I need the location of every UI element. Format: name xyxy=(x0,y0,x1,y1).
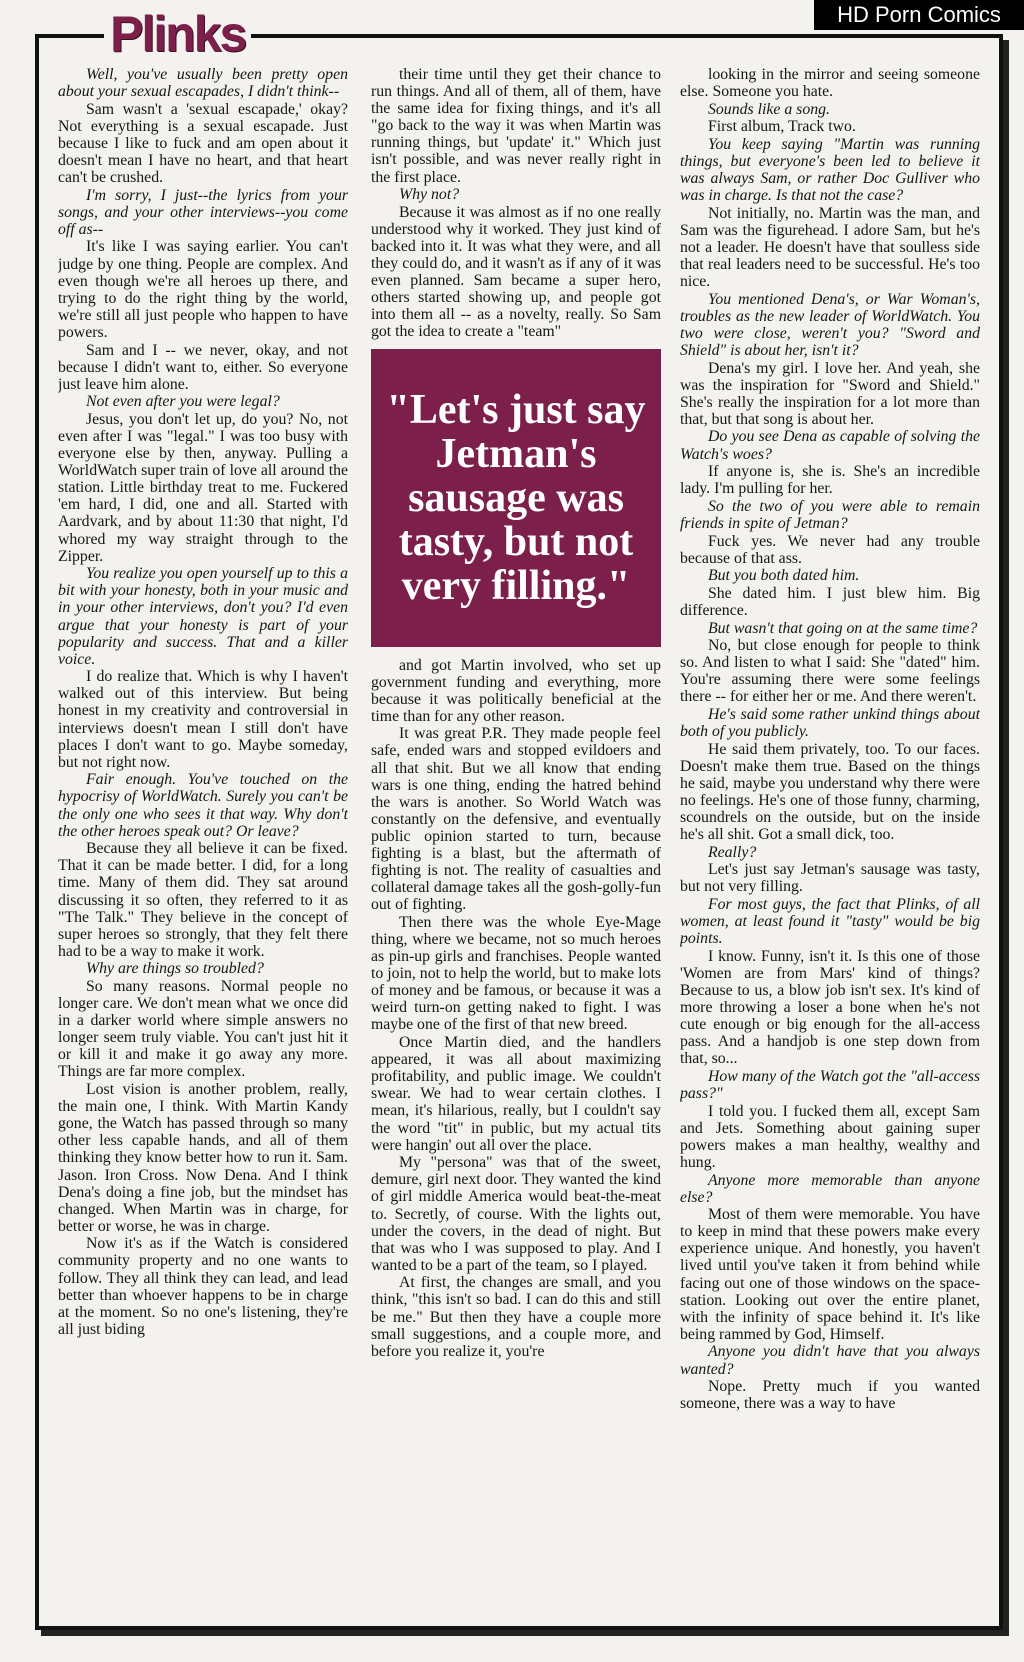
interview-question: You mentioned Dena's, or War Woman's, troubles as the new leader of WorldWatch. You two were close, weren't you? "Sword and Shield" is about her, isn't it? xyxy=(680,290,980,359)
interview-answer: Not initially, no. Martin was the man, and Sam was the figurehead. I adore Sam, but he's not a leader. He doesn't have that soulless side that real leaders need to be successful. He's too nice. xyxy=(680,204,980,291)
interview-answer: I do realize that. Which is why I haven't walked out of this interview. But being honest in my creativity and controversial in interviews doesn't mean I still don't have places I don't want to go. Maybe someday, but not right now. xyxy=(58,668,348,771)
interview-answer: Nope. Pretty much if you wanted someone, there was a way to have xyxy=(680,1378,980,1413)
interview-answer: Sam and I -- we never, okay, and not because I didn't want to, either. So everyone just leave him alone. xyxy=(58,341,348,393)
interview-question: Fair enough. You've touched on the hypocrisy of WorldWatch. Surely you can't be the only one who sees it that way. Why don't the other heroes speak out? Or leave? xyxy=(58,771,348,840)
interview-question: But you both dated him. xyxy=(708,567,860,585)
interview-answer: At first, the changes are small, and you think, "this isn't so bad. I can do this and still be me." But then they have a couple more small suggestions, and a couple more, and before you realize it, you're xyxy=(371,1274,661,1360)
interview-question: Do you see Dena as capable of solving the Watch's woes? xyxy=(680,428,980,463)
interview-question: He's said some rather unkind things about both of you publicly. xyxy=(680,705,980,741)
interview-answer: Because it was almost as if no one really understood why it worked. They just kind of backed into it. It was what they were, and all they could do, and it wasn't as if any of it was even planned. Sam became a super hero, others started showing up, and people got into them all -- as a novelty, really. So Sam got the idea to create a "team" xyxy=(371,203,661,341)
interview-answer: Once Martin died, and the handlers appeared, it was all about maximizing profitability, and public image. We couldn't swear. We had to wear certain clothes. I mean, it's hilarious, really, but I couldn't say the word "tit" in public, but my actual tits were hangin' out all over the place. xyxy=(371,1034,661,1154)
interview-answer: I know. Funny, isn't it. Is this one of those 'Women are from Mars' kind of things? Because to us, a blow job isn't sex. It's kind of more throwing a loser a bone when he's not cute enough or big enough for the all-access pass. And a handjob is one step down from that, so... xyxy=(680,947,980,1068)
interview-answer: No, but close enough for people to think so. And listen to what I said: She "dated" him. You're assuming there were some feelings there -- for either her or me. And there weren't. xyxy=(680,637,980,706)
interview-answer: If anyone is, she is. She's an incredible lady. I'm pulling for her. xyxy=(680,463,980,498)
interview-question: Why not? xyxy=(399,186,460,204)
watermark: HD Porn Comics xyxy=(814,0,1024,30)
interview-question: Sounds like a song. xyxy=(708,100,830,118)
interview-answer: My "persona" was that of the sweet, demure, girl next door. They wanted the kind of girl middle America would beat-the-meat to. Secretly, of course. With the lights out, under the covers, in the dead of night. But that was who I was supposed to play. And I wanted to be a part of the team, so I played. xyxy=(371,1154,661,1274)
article-column-1 xyxy=(58,66,348,1614)
interview-answer: Lost vision is another problem, really, the main one, I think. With Martin Kandy gone, the Watch has passed through so many other less capable hands, and all of them thinking they know better how to run it. Sam. Jason. Iron Cross. Now Dena. And I think Dena's doing a fine job, but the mindset has changed. When Martin was in charge, for better or worse, he was in charge. xyxy=(58,1081,348,1235)
interview-answer: Because they all believe it can be fixed. That it can be made better. I did, for a long time. Many of them did. They sat around discussing it so often, they referred to it as "The Talk." They believe in the concept of super heroes so strongly, that they felt there had to be a way to make it work. xyxy=(58,840,348,960)
column-2-top xyxy=(371,66,661,341)
interview-question: Anyone more memorable than anyone else? xyxy=(680,1171,980,1206)
interview-question: But wasn't that going on at the same time? xyxy=(708,619,978,637)
interview-question: How many of the Watch got the "all-access pass?" xyxy=(680,1067,980,1103)
interview-answer: Let's just say Jetman's sausage was tasty, but not very filling. xyxy=(680,861,980,896)
interview-question: For most guys, the fact that Plinks, of all women, at least found it "tasty" would be big points. xyxy=(680,896,980,948)
interview-question: You realize you open yourself up to this a bit with your honesty, both in your music and in your other interviews, don't you? I'd even argue that your honesty is part of your popularity and success. That and a killer voice. xyxy=(58,565,348,668)
interview-answer: Now it's as if the Watch is considered community property and no one wants to follow. They all think they can lead, and lead better than whoever happens to be in charge at the moment. So no one's listening, they're all just biding xyxy=(58,1235,348,1338)
column-2-bottom xyxy=(371,657,661,1360)
interview-question: Not even after you were legal? xyxy=(86,393,280,411)
interview-answer: He said them privately, too. To our faces. Doesn't make them true. Based on the things he said, maybe you understand why there were no feelings. He's one of those funny, charming, scoundrels on the outside, but on the inside he's all shit. Got a small dick, too. xyxy=(680,740,980,844)
interview-answer: and got Martin involved, who set up government funding and everything, more because it was politically beneficial at the time than for any other reason. xyxy=(371,656,661,725)
interview-answer: So many reasons. Normal people no longer care. We don't mean what we once did in a darker world where simple answers no longer seem truly viable. You can't just hit it or kill it and make it go away any more. Things are far more complex. xyxy=(58,977,348,1081)
interview-question: Well, you've usually been pretty open about your sexual escapades, I didn't think-- xyxy=(58,66,348,101)
interview-answer: First album, Track two. xyxy=(708,118,856,136)
interview-answer: their time until they get their chance to run things. And all of them, all of them, have the same idea for fixing things, and it's all "go back to the way it was when Martin was running things, but 'update' it." Which just isn't possible, and was never really right in the first place. xyxy=(371,66,661,186)
pull-quote: "Let's just say Jetman's sausage was tasty, but not very filling." xyxy=(371,349,661,647)
interview-answer: She dated him. I just blew him. Big difference. xyxy=(680,584,980,619)
interview-answer: Jesus, you don't let up, do you? No, not even after I was "legal." I was too busy with everyone else by then, anyway. Pulling a WorldWatch super train of love all around the station. Little birthday treat to me. Fuckered 'em hard, I did, one and all. Started with Aardvark, and by about 11:30 that night, I'd whored my way straight through to the Zipper. xyxy=(58,410,348,565)
article-column-2 xyxy=(371,66,661,1614)
interview-question: Really? xyxy=(708,843,757,861)
interview-answer: It's like I was saying earlier. You can't judge by one thing. People are complex. And even though we're all heroes up there, and trying to do the right thing by the world, we're still all just people who happen to have powers. xyxy=(58,238,348,341)
page-title: Plinks xyxy=(104,4,251,64)
interview-question: I'm sorry, I just--the lyrics from your songs, and your other interviews--you come off as-- xyxy=(58,186,348,238)
interview-answer: I told you. I fucked them all, except Sam and Jets. Something about gaining super powers makes a man healthy, wealthy and hung. xyxy=(680,1102,980,1171)
interview-question: Anyone you didn't have that you always wanted? xyxy=(680,1343,980,1378)
interview-answer: It was great P.R. They made people feel safe, ended wars and stopped evildoers and all that shit. But we all know that ending wars is one thing, ending the hatred behind the wars is another. So World Watch was constantly on the defensive, and eventually public opinion started to turn, because fighting is a blast, but the aftermath of fighting is not. The reality of casualties and collateral damage takes all the gosh-golly-fun out of fighting. xyxy=(371,725,661,914)
interview-answer: Sam wasn't a 'sexual escapade,' okay? Not everything is a sexual escapade. Just because I like to fuck and am open about it doesn't mean I have no heart, and that heart can't be crushed. xyxy=(58,100,348,187)
interview-question: So the two of you were able to remain friends in spite of Jetman? xyxy=(680,497,980,532)
interview-answer: Dena's my girl. I love her. And yeah, she was the inspiration for "Sword and Shield." She's really the inspiration for a lot more than that, but that song is about her. xyxy=(680,359,980,428)
interview-question: You keep saying "Martin was running things, but everyone's been led to believe it was always Sam, or rather Doc Gulliver who was in charge. Is that not the case? xyxy=(680,135,980,205)
interview-question: Why are things so troubled? xyxy=(86,960,264,978)
interview-answer: Most of them were memorable. You have to keep in mind that these powers make every experience unique. And honestly, you haven't lived until you've taken it from behind while facing out one of those windows on the space-station. Looking out over the entire planet, with the infinity of space behind it. It's like being rammed by God, Himself. xyxy=(680,1206,980,1343)
interview-answer: Then there was the whole Eye-Mage thing, where we became, not so much heroes as pin-up girls and franchises. People wanted to join, not to help the world, but to make lots of money and be famous, or because it was a weird turn-on getting naked to fight. I was maybe one of the first of that new breed. xyxy=(371,913,661,1034)
interview-answer: looking in the mirror and seeing someone else. Someone you hate. xyxy=(680,66,980,101)
article-column-3 xyxy=(680,66,980,1614)
interview-answer: Fuck yes. We never had any trouble because of that ass. xyxy=(680,532,980,567)
